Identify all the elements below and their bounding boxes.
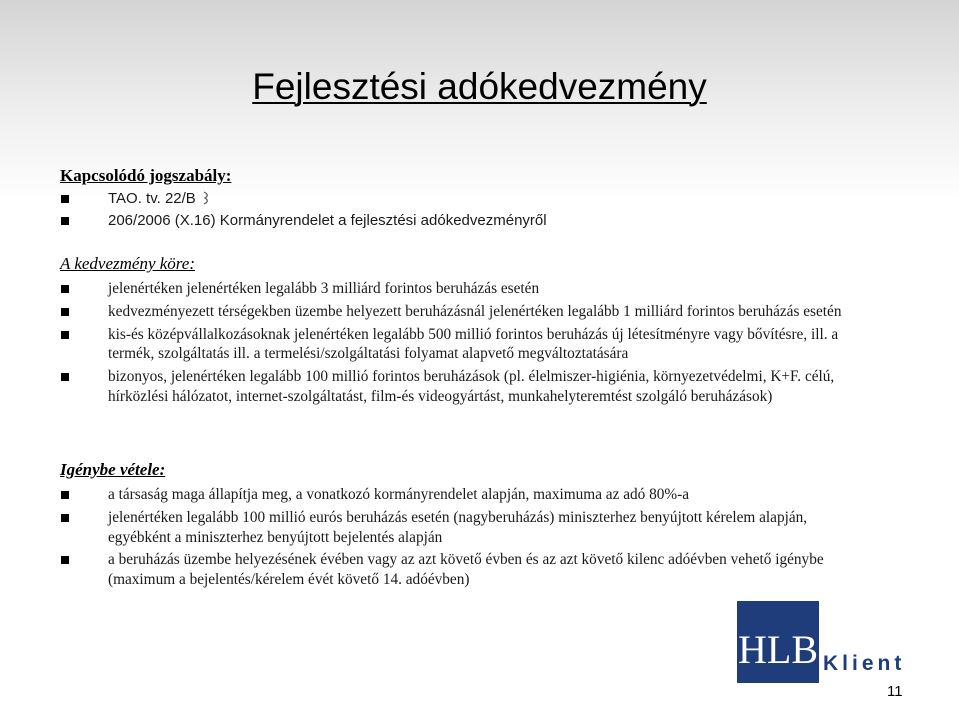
list-item: kis-és középvállalkozásoknak jelenértéken legalább 500 millió forintos beruházás új létesítményre vagy bővítésre, ill. a termék, szolgáltatás ill. a termelési/szolgáltatási folyamat alapvető megváltoztatására bbox=[0, 325, 959, 365]
legal-list bbox=[0, 189, 959, 231]
list-item: a beruházás üzembe helyezésének évében vagy az azt követő évben és az azt követő kilenc adóévben vehető igénybe (maximum a bejelentés/kérelem évét követő 14. adóévben) bbox=[0, 550, 959, 590]
square-bullet-icon bbox=[61, 491, 69, 499]
logo-letters: HLB bbox=[738, 627, 818, 672]
usage-list bbox=[0, 485, 959, 590]
square-bullet-icon bbox=[61, 285, 69, 293]
square-bullet-icon bbox=[61, 217, 69, 225]
legal-heading: Kapcsolódó jogszabály: bbox=[60, 166, 232, 185]
list-item: bizonyos, jelenértéken legalább 100 millió forintos beruházások (pl. élelmiszer-higiénia, környezetvédelmi, K+F. célú, hírközlési hálózatot, internet-szolgáltatást, film-és videogyártást, munkahelyteremtést szolgáló beruházások) bbox=[0, 367, 959, 407]
square-bullet-icon bbox=[61, 556, 69, 564]
list-item: a társaság maga állapítja meg, a vonatkozó kormányrendelet alapján, maximuma az adó 80%-a bbox=[0, 485, 959, 505]
list-item: 206/2006 (X.16) Kormányrendelet a fejlesztési adókedvezményről bbox=[0, 211, 959, 231]
list-item: kedvezményezett térségekben üzembe helyezett beruházásnál jelenértéken legalább 1 milliárd forintos beruházás esetén bbox=[0, 302, 959, 322]
decoration-glyph-icon bbox=[202, 191, 212, 205]
list-item: jelenértéken jelenértéken legalább 3 milliárd forintos beruházás esetén bbox=[0, 279, 959, 299]
list-item: TAO. tv. 22/B bbox=[0, 189, 959, 209]
square-bullet-icon bbox=[61, 331, 69, 339]
hlb-klient-logo bbox=[737, 601, 935, 683]
square-bullet-icon bbox=[61, 195, 69, 203]
square-bullet-icon bbox=[61, 514, 69, 522]
square-bullet-icon bbox=[61, 373, 69, 381]
list-item: jelenértéken legalább 100 millió eurós beruházás esetén (nagyberuházás) miniszterhez benyújtott kérelem alapján, egyébként a miniszterhez benyújtott bejelentés alapján bbox=[0, 508, 959, 548]
slide-title: Fejlesztési adókedvezmény bbox=[252, 66, 707, 107]
square-bullet-icon bbox=[61, 308, 69, 316]
usage-heading: Igénybe vétele: bbox=[60, 460, 166, 479]
scope-list bbox=[0, 279, 959, 407]
page-number: 11 bbox=[887, 683, 903, 700]
logo-word: Klient bbox=[823, 652, 906, 675]
scope-heading: A kedvezmény köre: bbox=[60, 254, 195, 273]
